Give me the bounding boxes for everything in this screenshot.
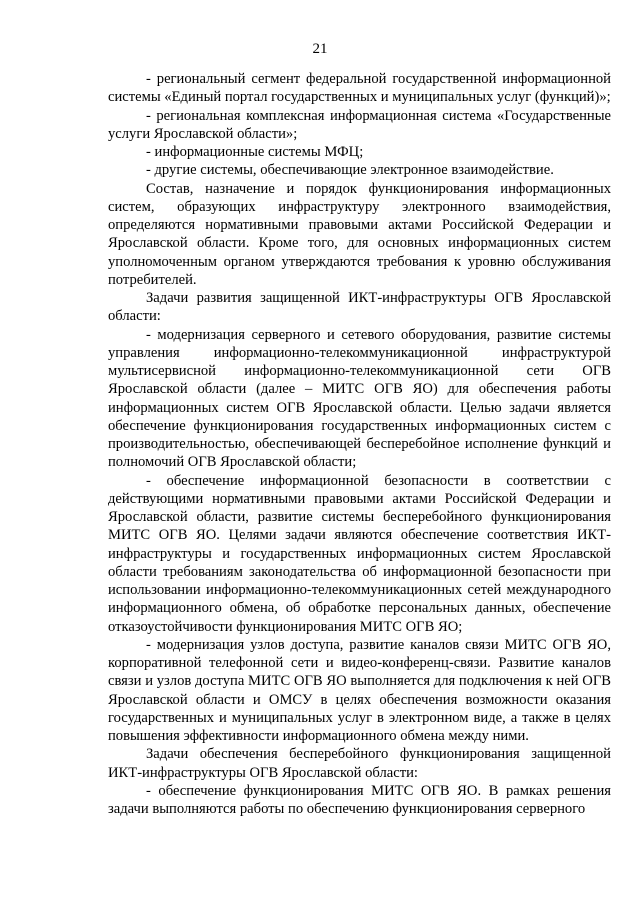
paragraph-list-item: - информационные системы МФЦ; (146, 144, 364, 160)
paragraph-task-modernization-servers: - модернизация серверного и сетевого оборудования, развитие системы управления информационно-телекоммуникационной инфраструктурой мультисервисной информационно-телекоммуникационной сети ОГВ Ярославской области (далее – МИТС ОГВ ЯО) для обеспечения работы информационных систем ОГВ Ярославской области. Целью задачи является обеспечение функционирования государственных информационных систем с производительностью, обеспечивающей бесперебойное исполнение функций и полномочий ОГВ Ярославской области; (108, 326, 611, 471)
page-number: 21 (312, 41, 328, 57)
paragraph-task-access-nodes: - модернизация узлов доступа, развитие каналов связи МИТС ОГВ ЯО, корпоративной телефонной сети и видео-конференц-связи. Развитие каналов связи и узлов доступа МИТС ОГВ ЯО выполняется для подключения к ней ОГВ Ярославской области и ОМСУ в целях обеспечения возможности оказания государственных и муниципальных услуг в электронном виде, а также в целях повышения эффективности информационного обмена между ними. (108, 636, 611, 744)
paragraph-list-item: - другие системы, обеспечивающие электронное взаимодействие. (146, 162, 554, 179)
paragraph-list-item: - региональная комплексная информационная система «Государственные услуги Ярославской области»; (108, 107, 611, 142)
paragraph-task-mits-operation: - обеспечение функционирования МИТС ОГВ ЯО. В рамках решения задачи выполняются работы по обеспечению функционирования серверного (108, 782, 611, 817)
paragraph-tasks-continuity-heading: Задачи обеспечения бесперебойного функционирования защищенной ИКТ-инфраструктуры ОГВ Ярославской области: (108, 746, 611, 781)
paragraph-tasks-development-heading: Задачи развития защищенной ИКТ-инфраструктуры ОГВ Ярославской области: (108, 290, 611, 325)
paragraph-list-item: - региональный сегмент федеральной государственной информационной системы «Единый портал государственных и муниципальных услуг (функций)»; (108, 71, 611, 106)
paragraph-composition: Состав, назначение и порядок функционирования информационных систем, образующих инфраструктуру электронного взаимодействия, определяются нормативными правовыми актами Российской Федерации и Ярославской области. Кроме того, для основных информационных систем уполномоченным органом утверждаются требования к уровню обслуживания потребителей. (108, 180, 611, 288)
body-text (108, 70, 611, 818)
paragraph-task-information-security: - обеспечение информационной безопасности в соответствии с действующими нормативными правовыми актами Российской Федерации и Ярославской области, развитие системы бесперебойного функционирования МИТС ОГВ ЯО. Целями задачи являются обеспечение соответствия ИКТ-инфраструктуры и государственных информационных систем Ярославской области требованиям законодательства об информационной безопасности при использовании информационно-телекоммуникационных сетей международного информационного обмена, об обработке персональных данных, обеспечение отказоустойчивости функционирования МИТС ОГВ ЯО; (108, 472, 611, 635)
